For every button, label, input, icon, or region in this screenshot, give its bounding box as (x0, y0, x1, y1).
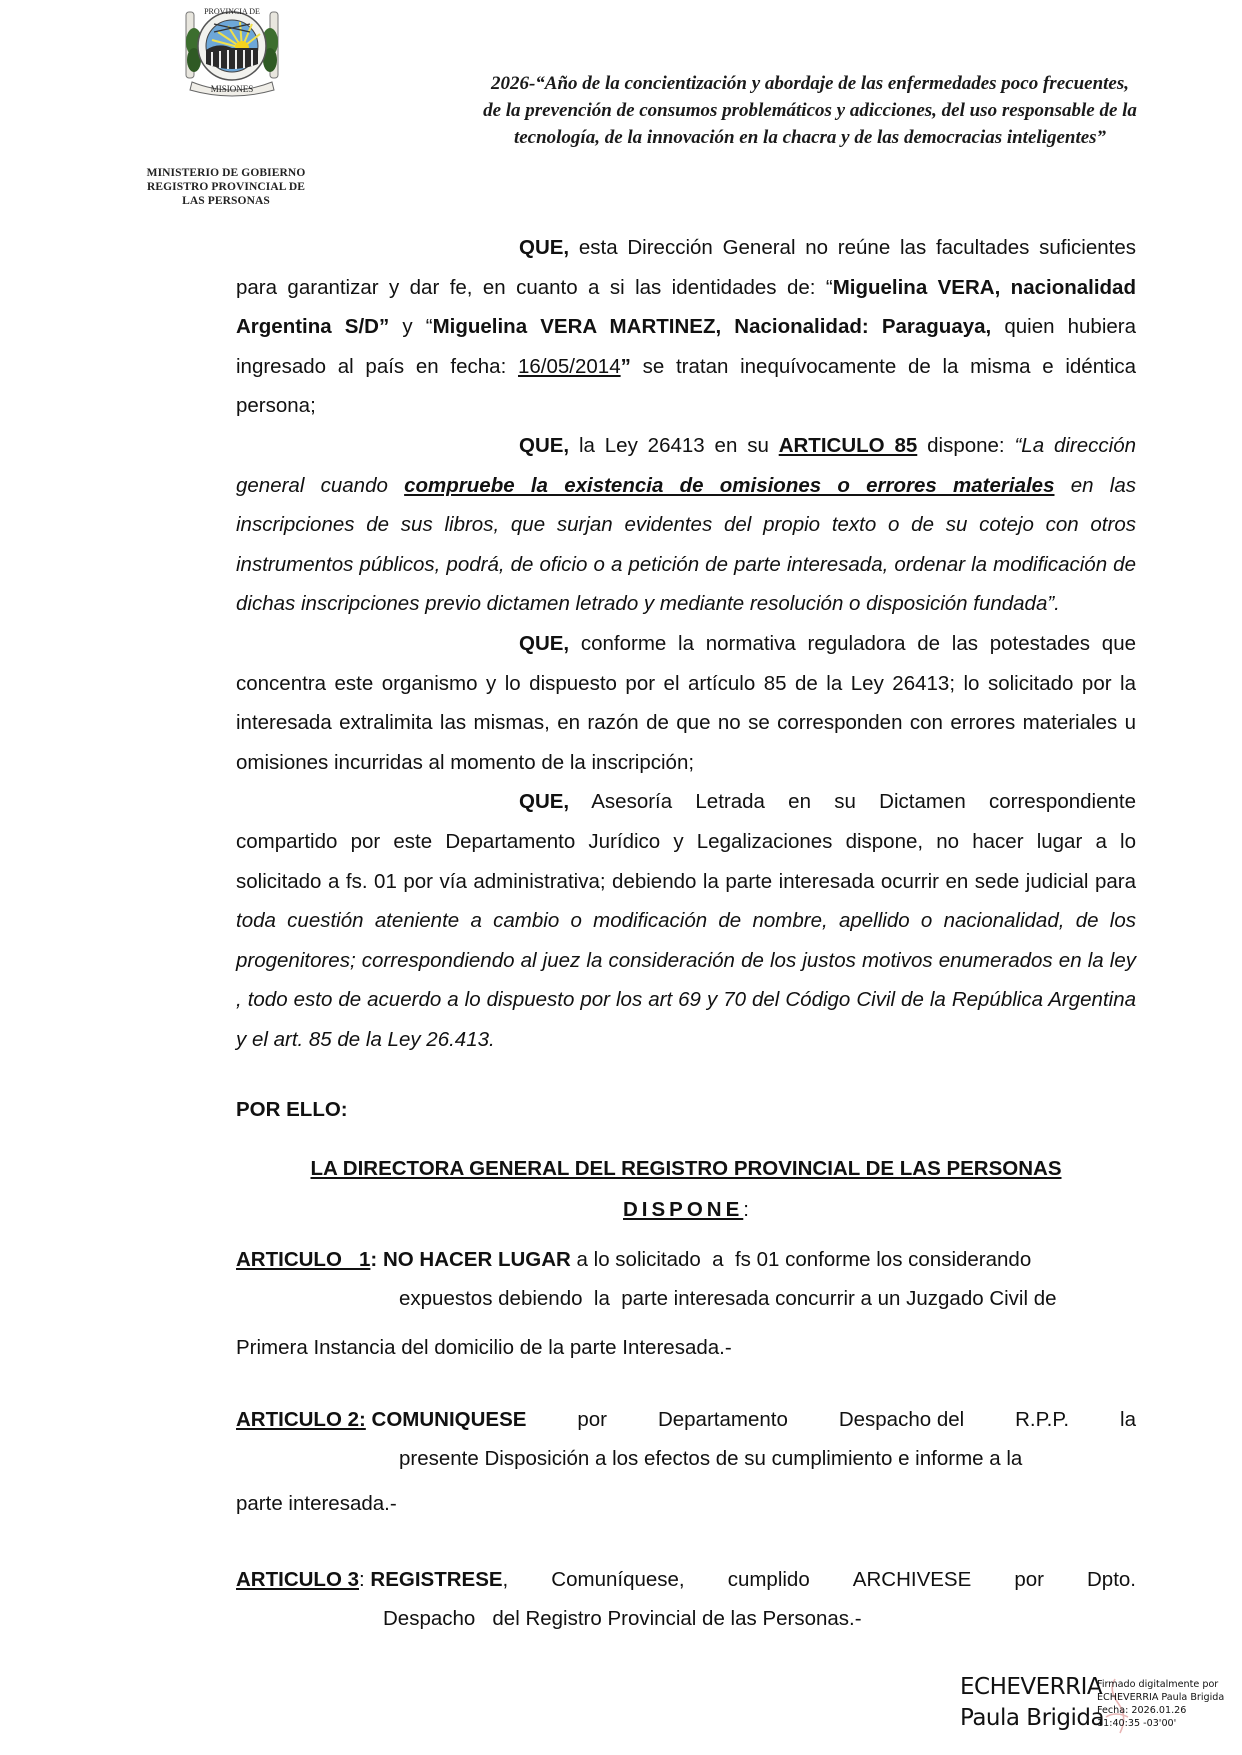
articulo-line: parte interesada.- (236, 1492, 397, 1515)
paragraph-text: la Ley 26413 en su (569, 433, 779, 457)
motto-line: de la prevención de consumos problemáticos y adicciones, del uso responsable de la (483, 100, 1137, 121)
law-quote: “La dirección general cuando (236, 433, 1137, 497)
articulo-word: Despacho del (838, 1408, 965, 1431)
ministry-heading (130, 166, 322, 208)
separator: : (359, 1568, 371, 1591)
considerando-paragraph-1 (236, 228, 1136, 426)
considerando-paragraph-4 (236, 782, 1136, 1059)
que-label: QUE, (519, 790, 570, 814)
ministry-line: MINISTERIO DE GOBIERNO (146, 167, 306, 179)
signer-surname: ECHEVERRIA (960, 1674, 1103, 1700)
considerando-paragraph-3 (236, 624, 1136, 782)
articulo-action: NO HACER LUGAR (382, 1248, 571, 1271)
que-label: QUE, (519, 236, 570, 259)
dispone-colon: : (743, 1198, 749, 1221)
year-motto (440, 70, 1180, 151)
articulo-action: COMUNIQUESE (371, 1408, 527, 1431)
paragraph-text: conforme la normativa reguladora de las potestades que concentra este organismo y lo dispuesto por el artículo 85 de la Ley 26413; lo solicitado por la interesada extralimita las mismas, en razón de que no se corresponden con errores materiales u omisiones incurridas al momento de la inscripción; (236, 631, 1136, 774)
italic-text: toda cuestión ateniente a cambio o modificación de nombre, apellido o nacionalidad, de los progenitores; correspondiendo al juez la consideración de los justos motivos enumerados en la ley , todo esto de acuerdo a lo dispuesto por los art 69 y 70 del Código Civil de la República Argentina y el art. 85 de la Ley 26.413. (236, 909, 1136, 1051)
entry-date: 16/05/2014 (518, 354, 621, 378)
paragraph-text: se tratan inequívocamente de la misma e idéntica persona; (236, 354, 1136, 418)
separator: : (370, 1248, 383, 1271)
articulo-line: presente Disposición a los efectos de su cumplimiento e informe a la (399, 1447, 1023, 1470)
signature-details (1097, 1678, 1224, 1730)
articulo-label: ARTICULO 1 (236, 1248, 371, 1271)
que-label: QUE, (519, 631, 570, 655)
paragraph-text: dispone: (917, 433, 1015, 457)
logo-top-text: PROVINCIA DE (204, 7, 260, 16)
law-quote-emphasis: compruebe la existencia de omisiones o errores materiales (404, 473, 1055, 497)
dispone-heading (236, 1198, 1136, 1222)
paragraph-text: y “ (389, 315, 433, 339)
digital-signature[interactable] (960, 1672, 1240, 1752)
articulo-1 (236, 1240, 1136, 1367)
article-85-reference: ARTICULO 85 (778, 433, 918, 457)
dispone-label: DISPONE (623, 1198, 744, 1221)
signer-name (960, 1672, 1104, 1734)
name-paraguaya: Miguelina VERA MARTINEZ, Nacionalidad: Paraguaya, (432, 315, 992, 339)
coat-of-arms-logo (178, 2, 286, 98)
articulo-label: ARTICULO 2: (236, 1408, 366, 1431)
articulo-word: R.P.P. (1015, 1408, 1070, 1431)
logo-bottom-text: MISIONES (210, 84, 254, 94)
articulo-word: ARCHIVESE (852, 1568, 972, 1591)
articulo-line (236, 1560, 1136, 1599)
articulo-label: ARTICULO 3 (236, 1568, 359, 1591)
articulo-word: Comuníquese, (551, 1568, 685, 1591)
por-ello-label: POR ELLO: (236, 1098, 348, 1121)
motto-line: 2026-“Año de la concientización y abordaje de las enfermedades poco frecuentes, (490, 73, 1129, 94)
articulo-word: la (1120, 1408, 1136, 1431)
name-argentina: Miguelina VERA, nacionalidad Argentina S/D” (236, 275, 1136, 339)
law-quote: en las inscripciones de sus libros, que surjan evidentes del propio texto o de su cotejo con otros instrumentos públicos, podrá, de oficio o a petición de parte interesada, ordenar la modificación de dichas inscripciones previo dictamen letrado y mediante resolución o disposición fundada”. (236, 473, 1136, 616)
paragraph-text: quien hubiera ingresado al país en fecha: (236, 315, 1137, 378)
signature-time: 11:40:35 -03'00' (1097, 1718, 1177, 1729)
considerando-paragraph-2 (236, 426, 1136, 624)
articulo-action: REGISTRESE (370, 1568, 503, 1591)
articulo-line (236, 1400, 1136, 1439)
ministry-line: LAS PERSONAS (182, 195, 270, 207)
articulo-word: por (1014, 1568, 1044, 1591)
articulo-word: Departamento (657, 1408, 788, 1431)
articulo-word: Dpto. (1087, 1568, 1136, 1591)
paragraph-text: esta Dirección General no reúne las facultades suficientes para garantizar y dar fe, en cuanto a si las identidades de: “ (236, 236, 1136, 299)
motto-line: tecnología, de la innovación en la chacra y de las democracias inteligentes” (513, 127, 1107, 148)
articulo-word: cumplido (727, 1568, 810, 1591)
ministry-line: REGISTRO PROVINCIAL DE (146, 181, 306, 193)
articulo-line: Primera Instancia del domicilio de la parte Interesada.- (236, 1336, 732, 1359)
signature-detail-line: ECHEVERRIA Paula Brigida (1097, 1692, 1225, 1703)
articulo-line: Despacho del Registro Provincial de las Personas.- (383, 1607, 862, 1630)
signer-given-names: Paula Brigida (960, 1705, 1105, 1731)
signature-detail-line: Firmado digitalmente por (1097, 1679, 1219, 1690)
articulo-word: , (502, 1568, 509, 1591)
director-heading: LA DIRECTORA GENERAL DEL REGISTRO PROVINCIAL DE LAS PERSONAS (310, 1157, 1062, 1180)
articulo-2 (236, 1400, 1136, 1523)
articulo-text: a lo solicitado a fs 01 conforme los considerando (570, 1248, 1032, 1271)
considerandos-section (236, 228, 1136, 1059)
paragraph-text: Asesoría Letrada en su Dictamen correspondiente compartido por este Departamento Jurídico y Legalizaciones dispone, no hacer lugar a lo solicitado a fs. 01 por vía administrativa; debiendo la parte interesada ocurrir en sede judicial para (236, 790, 1136, 893)
signature-date: Fecha: 2026.01.26 (1097, 1705, 1187, 1716)
articulo-line (236, 1240, 1136, 1279)
coat-of-arms-icon (178, 2, 286, 98)
closing-quote: ” (620, 354, 631, 378)
articulo-word: por (577, 1408, 608, 1431)
articulo-3 (236, 1560, 1136, 1638)
que-label: QUE, (519, 433, 570, 457)
articulo-line: expuestos debiendo la parte interesada concurrir a un Juzgado Civil de (399, 1287, 1057, 1310)
